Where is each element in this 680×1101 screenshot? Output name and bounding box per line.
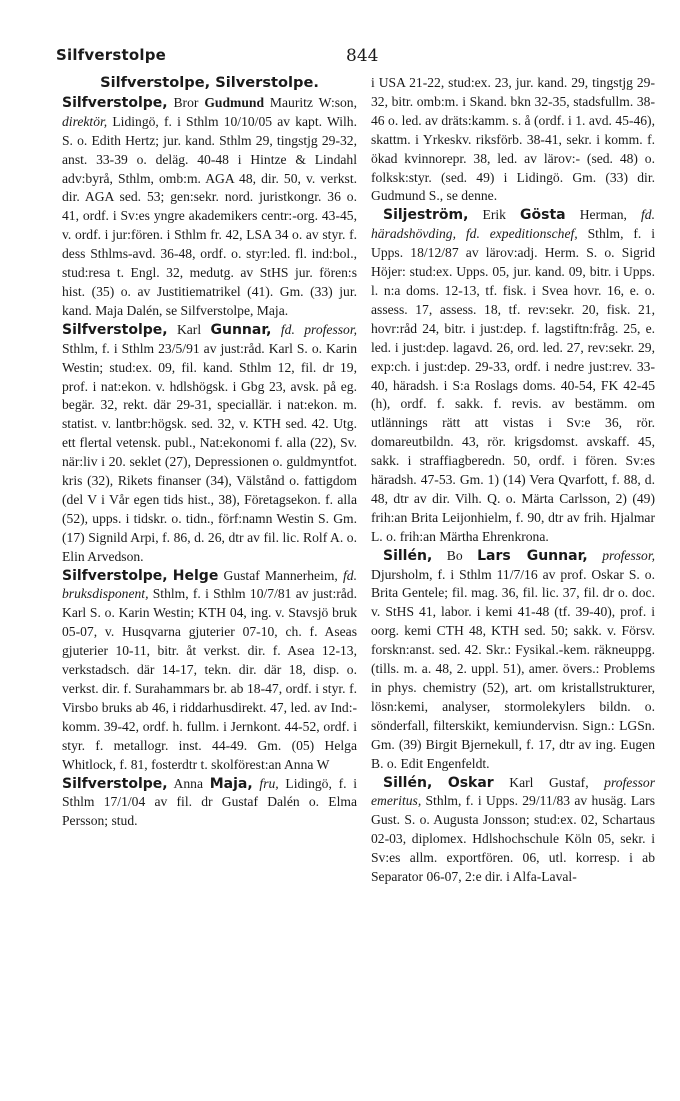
entry-surname: Silfverstolpe, bbox=[62, 567, 168, 584]
entry-given-names-rest: Karl Gustaf, bbox=[493, 774, 605, 790]
entry-given-names-rest: Gustaf Mannerheim, bbox=[218, 567, 344, 583]
entry-surname: Silfverstolpe, bbox=[62, 321, 168, 338]
entry-title: fru, bbox=[259, 775, 279, 791]
cross-reference-heading: Silfverstolpe, Silverstolpe. bbox=[100, 74, 319, 91]
right-column bbox=[371, 74, 655, 887]
entry-call-name: Gösta bbox=[520, 207, 566, 224]
entry-call-name: Helge bbox=[172, 567, 219, 584]
biography-entry bbox=[371, 547, 655, 774]
entry-body: Sthlm, f. i Upps. 18/12/87 av lärov:adj. Herm. S. o. Sigrid Höjer: stud:ex. Upps. 05, jur. kand. 09, bitr. i Upps. l. n:a doms. 12-13, tf. fisk. i Svea hovr. 16, e. o. assess. 17, assess. 18, tf. rev:sekr. 20, fisk. 21, hovr:råd 24, bitr. i just:dep. f. lagstiftn:fråg. 25, e. led. i just:dep. lagavd. 26, ord. led. 27, rev:sekr. 29, exp:ch. i just:dep. 29-33, ordf. i nedre just:rev. 33-40, häradsh. i S:a Roslags doms. 40-54, FK 42-45 (h), ordf. f. sakk. f. revis. av bestämm. om utlännings rätt att vistas i Sv:e 36, rör. domareutbildn. 43, rör. krigsdomst. avskaff. 45, sakk. i straffiagberedn. 50, ordf. i fören. Sv:es häradsh. 47-53. Gm. 1) (14) Vera Qvarfott, f. 88, d. 48, dtr av dir. Vilh. Q. o. Märta Carlsson, 2) (49) frih:an Brita Leijonhielm, f. 90, dtr av frih. Hjalmar L. o. frih:an Märtha Ehrenkrona. bbox=[371, 226, 656, 544]
entry-call-name: Lars Gunnar, bbox=[477, 547, 588, 564]
page-number: 844 bbox=[346, 46, 379, 66]
left-column bbox=[62, 74, 357, 831]
entry-call-name: Maja, bbox=[209, 775, 253, 792]
entry-call-name: Gunnar, bbox=[210, 321, 272, 338]
entry-body: Djursholm, f. i Sthlm 11/7/16 av prof. Oskar S. o. Brita Gentele; fil. mag. 36, fil. lic. 37, fil. dr o. doc. v. StHS 41, labor. i kemi 41-48 (tf. 39-40), prof. i oorg. kemi CTH 48, KTH sed. 50; sakk. v. Försv. forskn:anst. sed. 42. Skr.: Fysikal.-kem. räkneuppg. (tills. m. a. 48, 2. uppl. 51), amer. övers.: Problems in phys. chemistry (52), art. om kristallstrukturer, lösn:kemi, analyser, stormolekylers bildn. o. sönderfall, filterskikt, kemiundervisn. Sign.: LGSn. Gm. (39) Birgit Bjernekull, f. 17, dtr av ing. Eugen B. o. Edit Engenfeldt. bbox=[371, 566, 655, 771]
entry-given-names: Erik bbox=[468, 207, 521, 223]
biography-entry bbox=[371, 774, 655, 887]
running-head bbox=[56, 46, 640, 68]
entry-body: Lidingö, f. i Sthlm 10/10/05 av kapt. Wilh. S. o. Edith Hertz; jur. kand. Sthlm 29, tingstjg 29-32, anst. 33-39 o. deläg. 40-48 i Hintze & Lindahl adv:byrå, Sthlm, omb:m. AGA 48, dir. 50, v. verkst. dir. AGA sed. 53; gen:sekr. nord. juristkongr. 36 o. 41, ordf. i Sv:es yngre akademikers centr:-org. 43-45, v. ordf. i jur:fören. i Sthlm fr. 42, LSA 34 o. av styr. f. dess Sthlms-avd. 36-48, ordf. o. styr:led. fl. ind:bol., stud:resa t. Engl. 32, medutg. av StHS jur. fören:s hist. (35) o. av Justitiematrikel (41). Gm. (33) jur. kand. Maja Dalén, se Silfverstolpe, Maja. bbox=[62, 113, 357, 318]
biography-entry bbox=[62, 775, 357, 832]
entry-call-name: Gudmund bbox=[204, 94, 265, 110]
entry-title: professor emeritus, bbox=[371, 774, 655, 809]
entry-surname: Sillén, bbox=[383, 774, 433, 791]
entry-given-names: Karl bbox=[167, 321, 211, 337]
entry-given-names-rest: Herman, bbox=[565, 207, 642, 223]
entry-given-names: Bror bbox=[167, 94, 205, 110]
entry-title: fd. bruksdisponent, bbox=[62, 567, 357, 602]
entry-title: professor, bbox=[602, 547, 655, 563]
entry-given-names: Anna bbox=[167, 775, 210, 791]
entry-given-names-rest bbox=[272, 322, 281, 337]
entry-body: Sthlm, f. i Sthlm 10/7/81 av just:råd. Karl S. o. Karin Westin; KTH 04, ing. v. Stavsjö bruk 05-07, v. Husqvarna gjuterier 07-10, ch. f. Aseas gjuterier 10-11, bitr. åt verkst. dir. f. Asea 12-13, verkstadsch. där 14-17, tekn. dir. där 18, disp. o. verkst. dir. f. Surahammars br. ab 18-47, ordf. i styr. f. Virsbo bruks ab 46, i riddarhusdirekt. 47, led. av Ind:-komm. 39-42, ordf. h. fullm. i Jernkont. 44-52, ordf. i styr. f. metallogr. inst. 44-49. Gm. (05) Helga Whitlock, f. 81, fosterdtr t. skolförest:an Anna W bbox=[62, 586, 357, 772]
entry-body: Sthlm, f. i Sthlm 23/5/91 av just:råd. Karl S. o. Karin Westin; stud:ex. 09, fil. kand. Sthlm 12, fil. dr 19, prof. i nat:ekon. v. hdlshögsk. i Gbg 23, avsk. på eg. begär. 32, rekt. där 29-31, speciallär. i nat:ekon. m. statist. v. lantbr:högsk. sed. 32, v. KTH sed. 42. Utg. ett flertal vetensk. publ., Nat:ekonomi f. alla (22), Sv. när:liv i 20. seklet (27), Depressionen o. guldmyntfot. kris (32), Rikets finanser (34), Välstånd o. fattigdom (del V i Vår egen tids hist., 38), Företagsekon. f. alla (52), upps. i tidskr. o. tidn., förf:namn Westin S. Gm. (17) Signild Arpi, f. 86, d. 26, dtr av fil. lic. Rolf A. o. Elin Arvedson. bbox=[62, 340, 357, 564]
biography-entry bbox=[371, 206, 655, 546]
entry-call-name: Oskar bbox=[447, 774, 494, 791]
entry-title: fd. professor, bbox=[280, 321, 358, 337]
entry-body: Sthlm, f. i Upps. 29/11/83 av husäg. Lars Gust. S. o. Augusta Jonsson; stud:ex. 02, Schartaus 02-03, diplomex. Hdlshochschule Köln 05, sekr. i Sv:es allm. exportfören. 06, utl. korresp. i ab Separator 06-07, 2:e dir. i Alfa-Laval- bbox=[371, 793, 655, 885]
biography-entry bbox=[62, 321, 357, 567]
running-head-title: Silfverstolpe bbox=[56, 46, 167, 64]
entry-title: fd. häradshövding, fd. expeditionschef, bbox=[371, 207, 656, 242]
biography-entry bbox=[62, 567, 357, 775]
entry-given-names: Bo bbox=[432, 547, 478, 563]
entry-given-names bbox=[432, 775, 448, 790]
entry-given-names-rest bbox=[588, 548, 603, 563]
biography-entry bbox=[62, 94, 357, 321]
entry-surname: Sillén, bbox=[383, 547, 433, 564]
entry-body: Lidingö, f. i Sthlm 17/1/04 av fil. dr Gustaf Dalén o. Elma Persson; stud. bbox=[62, 775, 358, 829]
entry-surname: Silfverstolpe, bbox=[62, 775, 168, 792]
entry-continuation: i USA 21-22, stud:ex. 23, jur. kand. 29, tingstjg 29-32, bitr. omb:m. i Skand. bkn 32-35, stadsfullm. 38-46 o. led. av dräts:kamm. s. å (ordf. i 1. avd. 45-46), skattm. i Yrkeskv. riksförb. 38-41, sekr. i komm. f. ökad kvinnorepr. 38, led. av lärov:- (sed. 48) o. folksk:styr. (sed. 49) i Lidingö. Gm. (33) dir. Gudmund S., se denne. bbox=[371, 75, 655, 204]
entry-given-names-rest: Mauritz W:son, bbox=[264, 94, 357, 110]
entry-title: direktör, bbox=[62, 113, 108, 129]
entry-surname: Siljeström, bbox=[383, 207, 469, 224]
entry-surname: Silfverstolpe, bbox=[62, 94, 168, 111]
